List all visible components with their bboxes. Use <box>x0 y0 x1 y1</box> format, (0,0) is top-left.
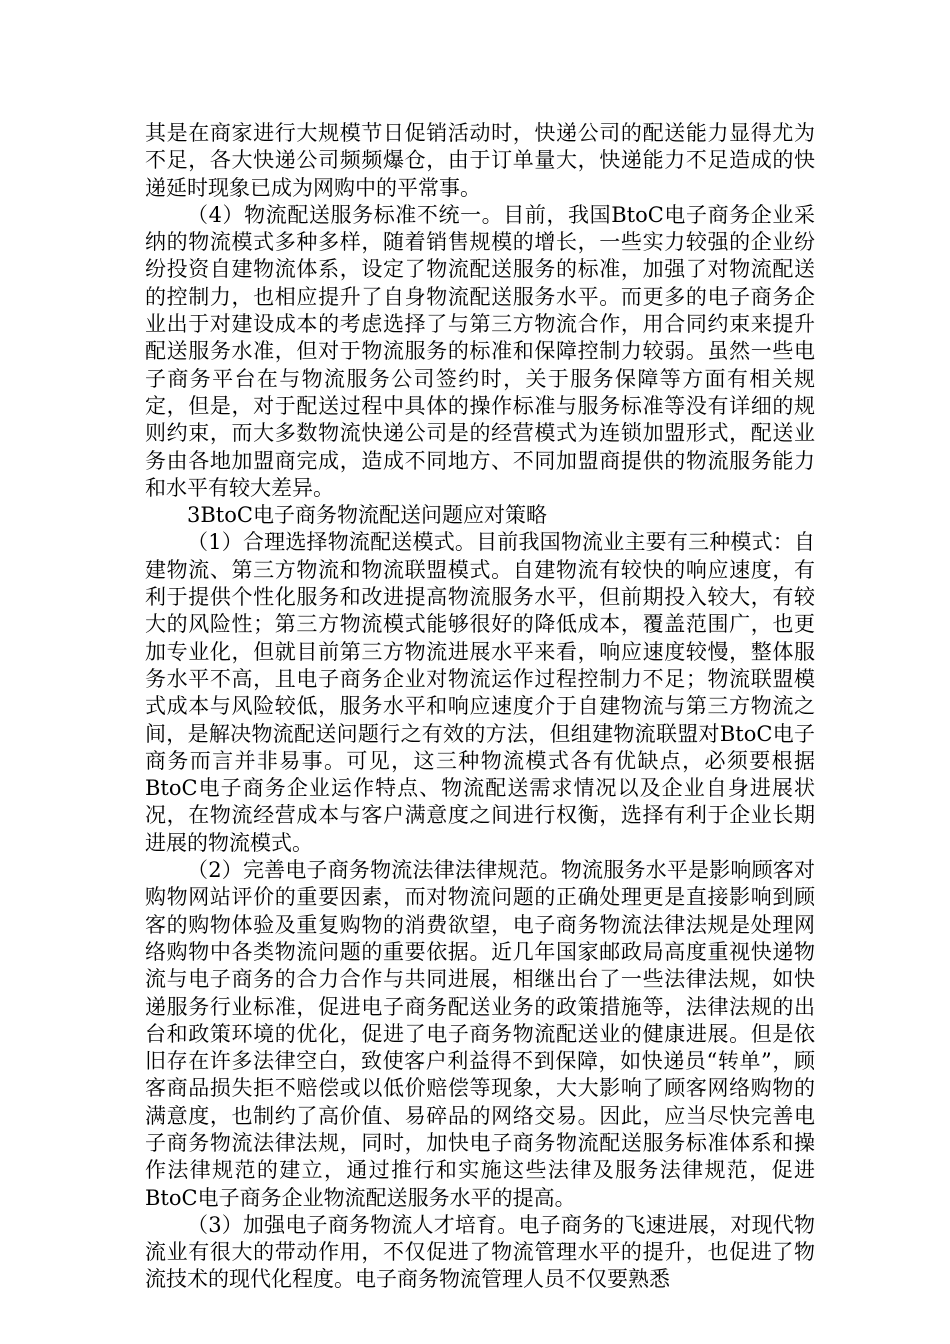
document-page <box>145 120 815 1294</box>
paragraph-logistics-standards: （4）物流配送服务标准不统一。目前，我国BtoC电子商务企业采纳的物流模式多种多样，随着销售规模的增长，一些实力较强的企业纷纷投资自建物流体系，设定了物流配送服务的标准，加强了对物流配送的控制力，也相应提升了自身物流配送服务水平。而更多的电子商务企业出于对建设成本的考虑选择了与第三方物流合作，用合同约束来提升配送服务水准，但对于物流服务的标准和保障控制力较弱。虽然一些电子商务平台在与物流服务公司签约时，关于服务保障等方面有相关规定，但是，对于配送过程中具体的操作标准与服务标准等没有详细的规则约束，而大多数物流快递公司是的经营模式为连锁加盟形式，配送业务由各地加盟商完成，造成不同地方、不同加盟商提供的物流服务能力和水平有较大差异。 <box>145 202 815 500</box>
paragraph-logistics-mode: （1）合理选择物流配送模式。目前我国物流业主要有三种模式：自建物流、第三方物流和物流联盟模式。自建物流有较快的响应速度，有利于提供个性化服务和改进提高物流服务水平，但前期投入较大，有较大的风险性；第三方物流模式能够很好的降低成本，覆盖范围广，也更加专业化，但就目前第三方物流进展水平来看，响应速度较慢，整体服务水平不高，且电子商务企业对物流运作过程控制力不足；物流联盟模式成本与风险较低，服务水平和响应速度介于自建物流与第三方物流之间，是解决物流配送问题行之有效的方法，但组建物流联盟对BtoC电子商务而言并非易事。可见，这三种物流模式各有优缺点，必须要根据BtoC电子商务企业运作特点、物流配送需求情况以及企业自身进展状况，在物流经营成本与客户满意度之间进行权衡，选择有利于企业长期进展的物流模式。 <box>145 530 815 855</box>
section-heading: 3BtoC电子商务物流配送问题应对策略 <box>187 503 547 528</box>
paragraph-legal-norms: （2）完善电子商务物流法律法律规范。物流服务水平是影响顾客对购物网站评价的重要因素，而对物流问题的正确处理更是直接影响到顾客的购物体验及重复购物的消费欲望，电子商务物流法律法规是处理网络购物中各类物流问题的重要依据。近几年国家邮政局高度重视快递物流与电子商务的合力合作与共同进展，相继出台了一些法律法规，如快递服务行业标准，促进电子商务配送业务的政策措施等，法律法规的出台和政策环境的优化，促进了电子商务物流配送业的健康进展。但是依旧存在许多法律空白，致使客户利益得不到保障，如快递员“转单”，顾客商品损失拒不赔偿或以低价赔偿等现象，大大影响了顾客网络购物的满意度，也制约了高价值、易碎品的网络交易。因此，应当尽快完善电子商务物流法律法规，同时，加快电子商务物流配送服务标准体系和操作法律规范的建立，通过推行和实施这些法律及服务法律规范，促进BtoC电子商务企业物流配送服务水平的提高。 <box>145 858 815 1210</box>
paragraph-continued: 其是在商家进行大规模节日促销活动时，快递公司的配送能力显得尤为不足，各大快递公司频频爆仓，由于订单量大，快递能力不足造成的快递延时现象已成为网购中的平常事。 <box>145 121 815 200</box>
paragraph-talent-cultivation: （3）加强电子商务物流人才培育。电子商务的飞速进展，对现代物流业有很大的带动作用，不仅促进了物流管理水平的提升，也促进了物流技术的现代化程度。电子商务物流管理人员不仅要熟悉 <box>145 1212 815 1292</box>
